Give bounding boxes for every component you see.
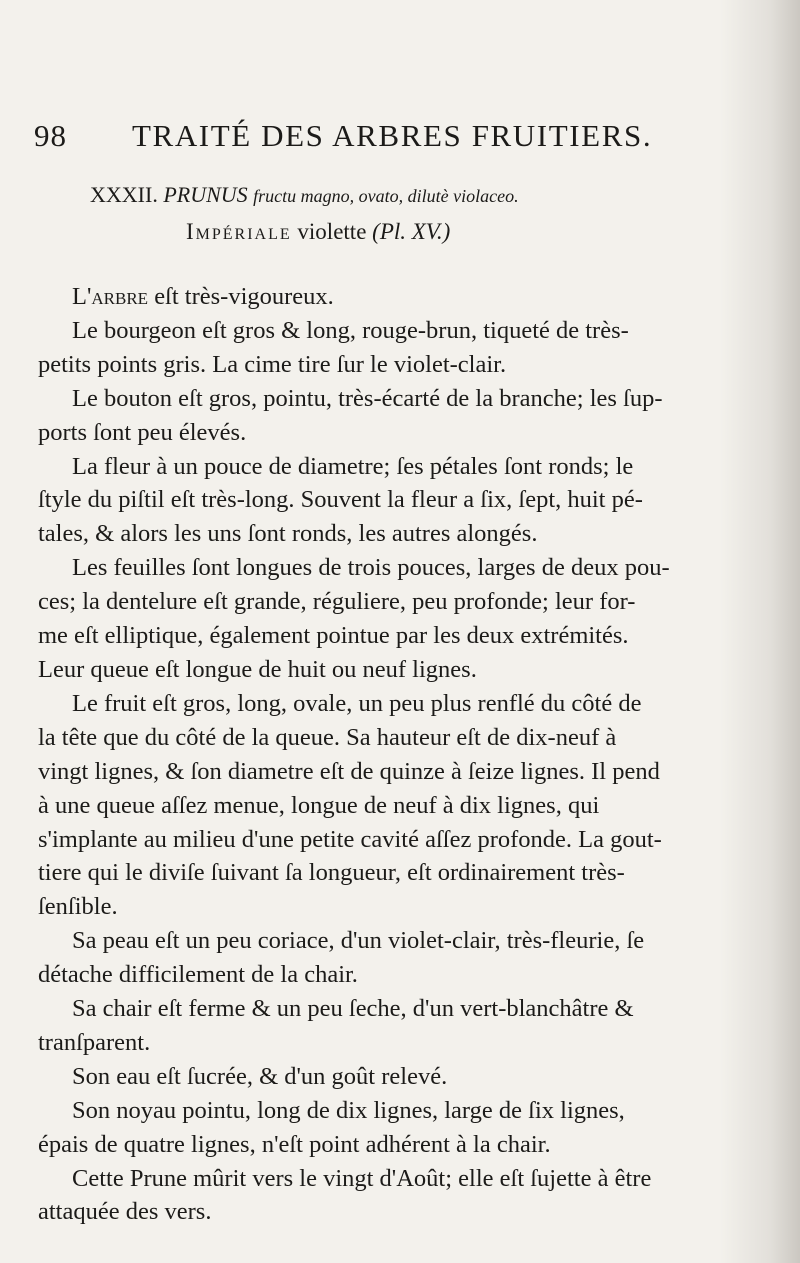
- paragraph-shoot: Le bourgeon eſt gros & long, rouge-brun, tiqueté de très- petits points gris. La cime tire ſur le violet-clair.: [38, 316, 629, 378]
- genus-name: PRUNUS: [163, 182, 248, 207]
- paragraph-tree: [38, 280, 768, 314]
- paragraph-fruit: Le fruit eſt gros, long, ovale, un peu plus renflé du côté de la tête que du côté de la queue. Sa hauteur eſt de dix-neuf à vingt lignes, & ſon diametre eſt de quinze à ſeize lignes. Il pend à une queue aſſez menue, longue de neuf à dix lignes, qui s'implante au milieu d'une petite cavité aſſez profonde. La gout- tiere qui le diviſe ſuivant ſa longueur, eſt ordinairement très- ſenſible.: [38, 689, 662, 921]
- plate-reference: (Pl. XV.): [372, 219, 451, 244]
- paragraph-bud: Le bouton eſt gros, pointu, très-écarté de la branche; les ſup- ports ſont peu élevés.: [38, 384, 663, 446]
- paragraph-lead: L'arbre: [72, 283, 149, 310]
- variety-name-rest: violette: [297, 219, 367, 244]
- running-title: TRAITÉ DES ARBRES FRUITIERS.: [132, 118, 653, 153]
- paragraph-text: eſt très-vigoureux.: [148, 283, 334, 310]
- species-heading: [90, 182, 519, 208]
- paragraph-skin: Sa peau eſt un peu coriace, d'un violet-clair, très-fleurie, ſe détache difficilement de la chair.: [38, 927, 645, 989]
- species-number: XXXII.: [90, 182, 158, 207]
- latin-descriptor: fructu magno, ovato, dilutè violaceo.: [253, 186, 519, 206]
- paragraph-juice: Son eau eſt ſucrée, & d'un goût relevé.: [72, 1062, 448, 1090]
- variety-name-caps: Impériale: [186, 219, 292, 244]
- paragraph-flesh: Sa chair eſt ferme & un peu ſeche, d'un vert-blanchâtre & tranſparent.: [38, 995, 634, 1056]
- body-text: [38, 280, 768, 1229]
- paragraph-ripening: Cette Prune mûrit vers le vingt d'Août; elle eſt ſujette à être attaquée des vers.: [38, 1164, 652, 1226]
- paragraph-flower: La fleur à un pouce de diametre; ſes pétales ſont ronds; le ſtyle du piſtil eſt très-long. Souvent la fleur a ſix, ſept, huit pé- tales, & alors les uns ſont ronds, les autres alongés.: [38, 452, 643, 548]
- paragraph-stone: Son noyau pointu, long de dix lignes, large de ſix lignes, épais de quatre lignes, n'eſt point adhérent à la chair.: [38, 1096, 625, 1158]
- paragraph-leaves: Les feuilles ſont longues de trois pouces, larges de deux pou- ces; la dentelure eſt grande, réguliere, peu profonde; leur for- me eſt elliptique, également pointue par les deux extrémités. Leur queue eſt longue de huit ou neuf lignes.: [38, 554, 670, 683]
- running-head: [34, 118, 674, 158]
- page-number: 98: [34, 118, 67, 153]
- variety-heading: [186, 219, 450, 245]
